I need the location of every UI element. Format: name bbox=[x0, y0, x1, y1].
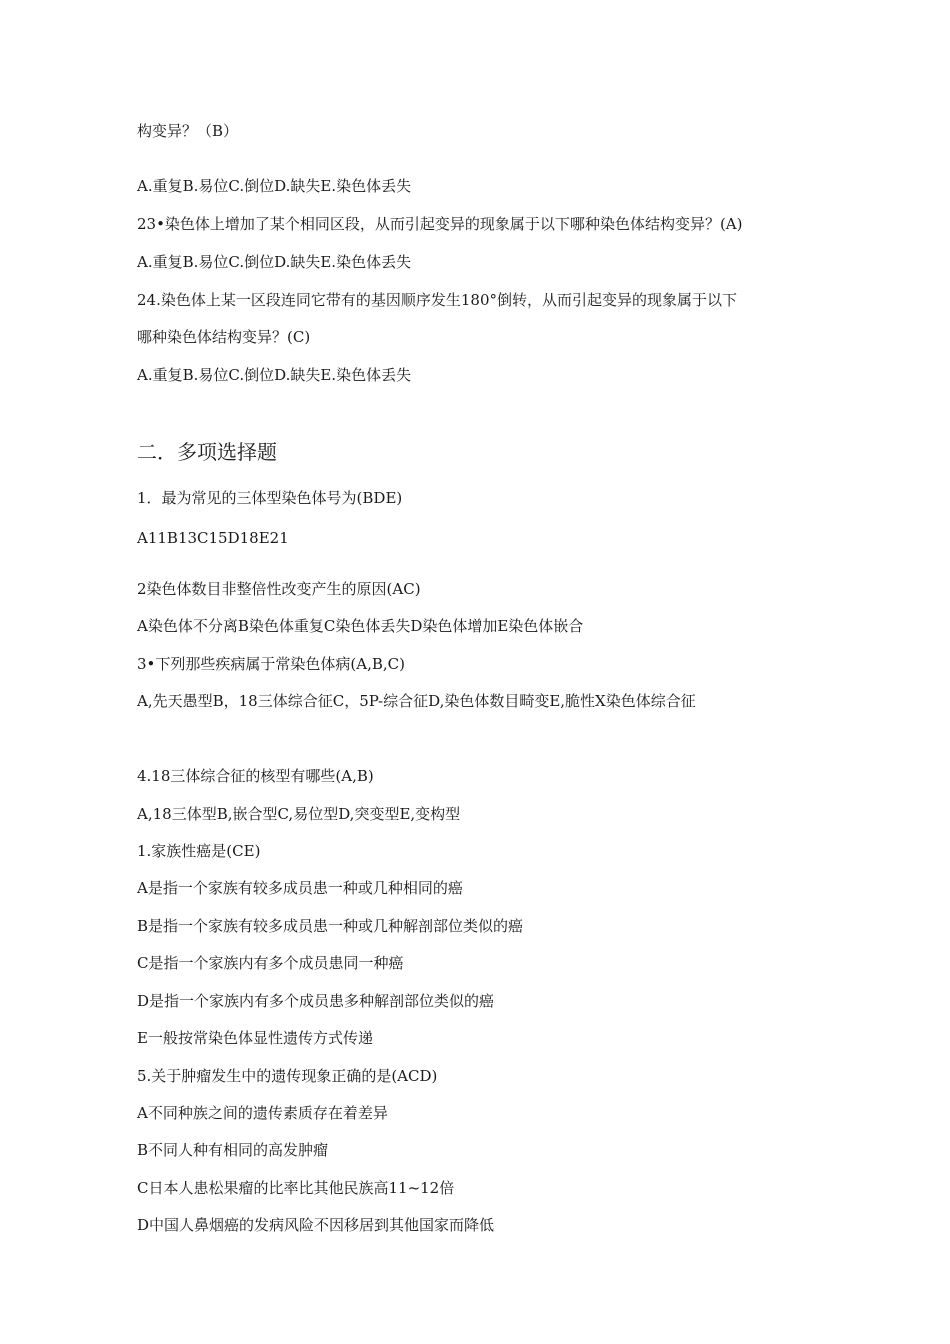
mq-5-stem: 5.关于肿瘤发生中的遗传现象正确的是(ACD) bbox=[137, 1067, 438, 1085]
question-23-options: A.重复B.易位C.倒位D.缺失E.染色体丢失 bbox=[137, 253, 412, 271]
mq-familial-cancer-option-c: C是指一个家族内有多个成员患同一种癌 bbox=[137, 954, 404, 972]
mq-5-option-d: D中国人鼻烟癌的发病风险不因移居到其他国家而降低 bbox=[137, 1216, 495, 1234]
mq-2-options: A染色体不分离B染色体重复C染色体丢失D染色体增加E染色体嵌合 bbox=[137, 617, 584, 635]
mq-familial-cancer-option-d: D是指一个家族内有多个成员患多种解剖部位类似的癌 bbox=[137, 992, 495, 1010]
section-heading: 二．多项选择题 bbox=[137, 440, 277, 464]
question-24-stem-line1: 24.染色体上某一区段连同它带有的基因顺序发生180°倒转，从而引起变异的现象属于以下 bbox=[137, 291, 737, 309]
mq-familial-cancer-option-e: E一般按常染色体显性遗传方式传递 bbox=[137, 1029, 373, 1047]
mq-1-stem: 1．最为常见的三体型染色体号为(BDE) bbox=[137, 489, 403, 507]
mq-2-stem: 2染色体数目非整倍性改变产生的原因(AC) bbox=[137, 580, 421, 598]
mq-5-option-a: A不同种族之间的遗传素质存在着差异 bbox=[137, 1104, 388, 1122]
mq-familial-cancer-stem: 1.家族性癌是(CE) bbox=[137, 842, 261, 860]
mq-4-stem: 4.18三体综合征的核型有哪些(A,B) bbox=[137, 767, 374, 785]
mq-3-stem: 3•下列那些疾病属于常染色体病(A,B,C) bbox=[137, 655, 405, 673]
mq-familial-cancer-option-a: A是指一个家族有较多成员患一种或几种相同的癌 bbox=[137, 879, 463, 897]
mq-5-option-b: B不同人种有相同的高发肿瘤 bbox=[137, 1141, 329, 1159]
question-24-stem-line2: 哪种染色体结构变异？(C) bbox=[137, 328, 311, 346]
mq-5-option-c: C日本人患松果瘤的比率比其他民族高11~12倍 bbox=[137, 1179, 455, 1197]
question-23-stem: 23•染色体上增加了某个相同区段，从而引起变异的现象属于以下哪种染色体结构变异？(A) bbox=[137, 215, 743, 233]
mq-1-options: A11B13C15D18E21 bbox=[137, 529, 289, 547]
question-24-options: A.重复B.易位C.倒位D.缺失E.染色体丢失 bbox=[137, 366, 412, 384]
mq-familial-cancer-option-b: B是指一个家族有较多成员患一种或几种解剖部位类似的癌 bbox=[137, 917, 524, 935]
question-22-options: A.重复B.易位C.倒位D.缺失E.染色体丢失 bbox=[137, 177, 412, 195]
mq-3-options: A,先天愚型B，18三体综合征C，5P-综合征D,染色体数目畸变E,脆性X染色体综合征 bbox=[137, 692, 696, 710]
mq-4-options: A,18三体型B,嵌合型C,易位型D,突变型E,变构型 bbox=[137, 805, 461, 823]
question-22-stem-end: 构变异？（B） bbox=[137, 122, 239, 140]
